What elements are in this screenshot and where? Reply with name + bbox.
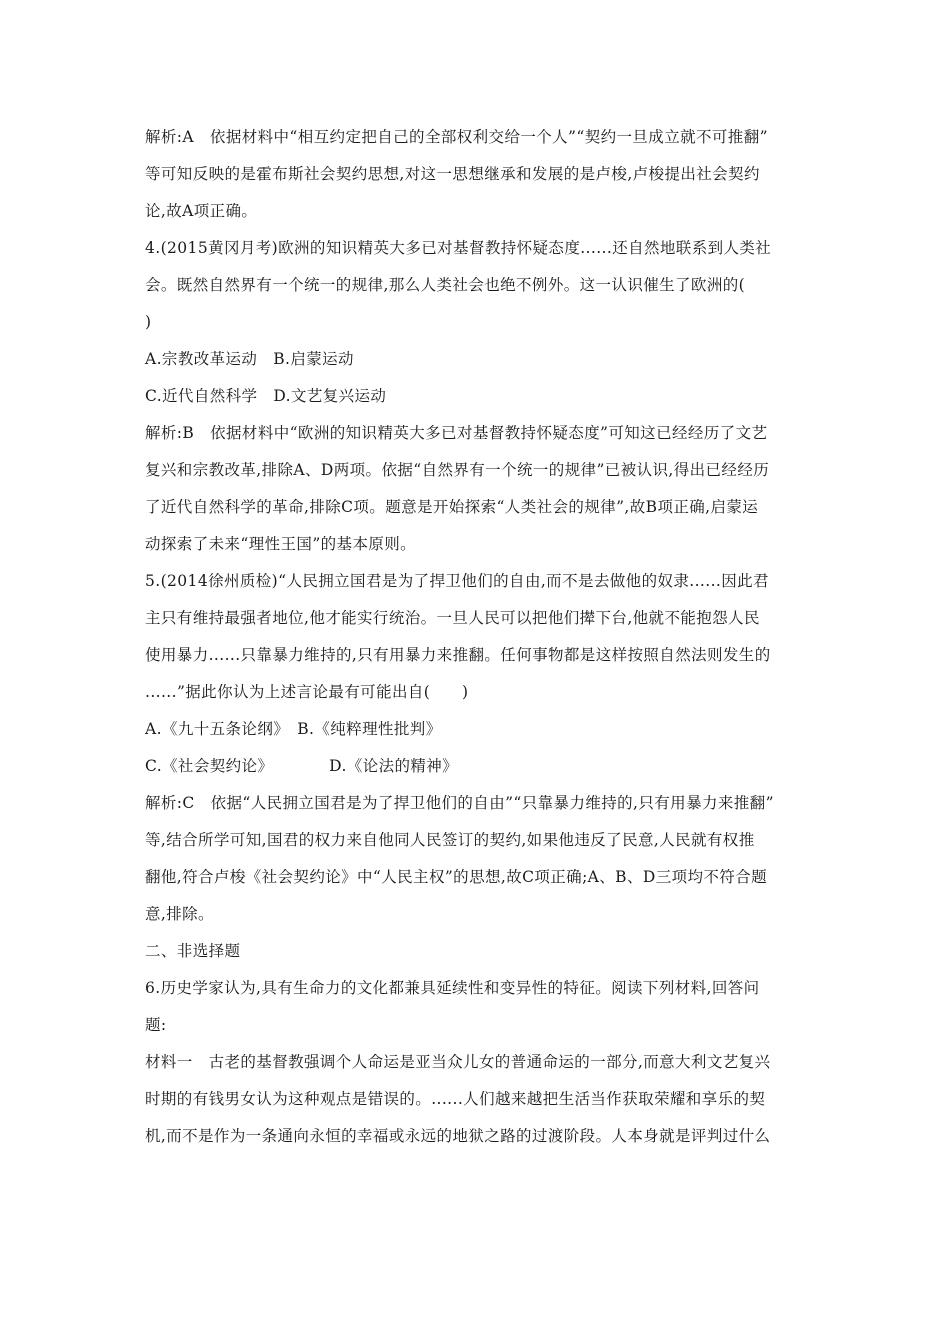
document-page <box>145 119 810 1155</box>
text-line: ......”据此你认为上述言论最有可能出自( ) <box>145 683 469 701</box>
question-5-options-cd: C.《社会契约论》 D.《论法的精神》 <box>145 757 459 775</box>
question-4-stem: 4.(2015黄冈月考)欧洲的知识精英大多已对基督教持怀疑态度......还自然地联系到人类社 <box>145 239 772 257</box>
material-one: 材料一 古老的基督教强调个人命运是亚当众儿女的普通命运的一部分,而意大利文艺复兴 <box>145 1053 771 1071</box>
text-line: 等可知反映的是霍布斯社会契约思想,对这一思想继承和发展的是卢梭,卢梭提出社会契约 <box>145 165 760 183</box>
text-line: 论,故A项正确。 <box>145 202 258 220</box>
text-line: 等,结合所学可知,国君的权力来自他同人民签订的契约,如果他违反了民意,人民就有权推 <box>145 831 755 849</box>
text-line: 意,排除。 <box>145 905 214 923</box>
text-line: 主只有维持最强者地位,他才能实行统治。一旦人民可以把他们撵下台,他就不能抱怨人民 <box>145 609 760 627</box>
text-line: 动探索了未来“理性王国”的基本原则。 <box>145 535 417 553</box>
text-line: 解析:A 依据材料中“相互约定把自己的全部权利交给一个人”“契约一旦成立就不可推翻” <box>145 128 768 146</box>
text-line: 复兴和宗教改革,排除A、D两项。依据“自然界有一个统一的规律”已被认识,得出已经经历 <box>145 461 770 479</box>
text-line: 了近代自然科学的革命,排除C项。题意是开始探索“人类社会的规律”,故B项正确,启蒙运 <box>145 498 759 516</box>
question-6-stem: 6.历史学家认为,具有生命力的文化都兼具延续性和变异性的特征。阅读下列材料,回答问 <box>145 979 760 997</box>
question-5-options-ab: A.《九十五条论纲》 B.《纯粹理性批判》 <box>145 720 442 738</box>
text-line: 题: <box>145 1016 167 1034</box>
text-line: ) <box>145 313 152 331</box>
text-line: 使用暴力......只靠暴力维持的,只有用暴力来推翻。任何事物都是这样按照自然法则发生的 <box>145 646 771 664</box>
text-line: 机,而不是作为一条通向永恒的幸福或永远的地狱之路的过渡阶段。人本身就是评判过什么 <box>145 1127 771 1145</box>
text-line: 翻他,符合卢梭《社会契约论》中“人民主权”的思想,故C项正确;A、B、D三项均不符合题 <box>145 868 767 886</box>
section-heading: 二、非选择题 <box>145 942 241 960</box>
question-5-analysis: 解析:C 依据“人民拥立国君是为了捍卫他们的自由”“只靠暴力维持的,只有用暴力来推翻” <box>145 794 774 812</box>
text-line: 会。既然自然界有一个统一的规律,那么人类社会也绝不例外。这一认识催生了欧洲的( <box>145 276 746 294</box>
question-5-stem: 5.(2014徐州质检)“人民拥立国君是为了捍卫他们的自由,而不是去做他的奴隶......因此君 <box>145 572 769 590</box>
question-4-options-ab: A.宗教改革运动 B.启蒙运动 <box>145 350 354 368</box>
question-4-analysis: 解析:B 依据材料中“欧洲的知识精英大多已对基督教持怀疑态度”可知这已经经历了文艺 <box>145 424 768 442</box>
text-line: 时期的有钱男女认为这种观点是错误的。......人们越来越把生活当作获取荣耀和享乐的契 <box>145 1090 766 1108</box>
question-4-options-cd: C.近代自然科学 D.文艺复兴运动 <box>145 387 387 405</box>
